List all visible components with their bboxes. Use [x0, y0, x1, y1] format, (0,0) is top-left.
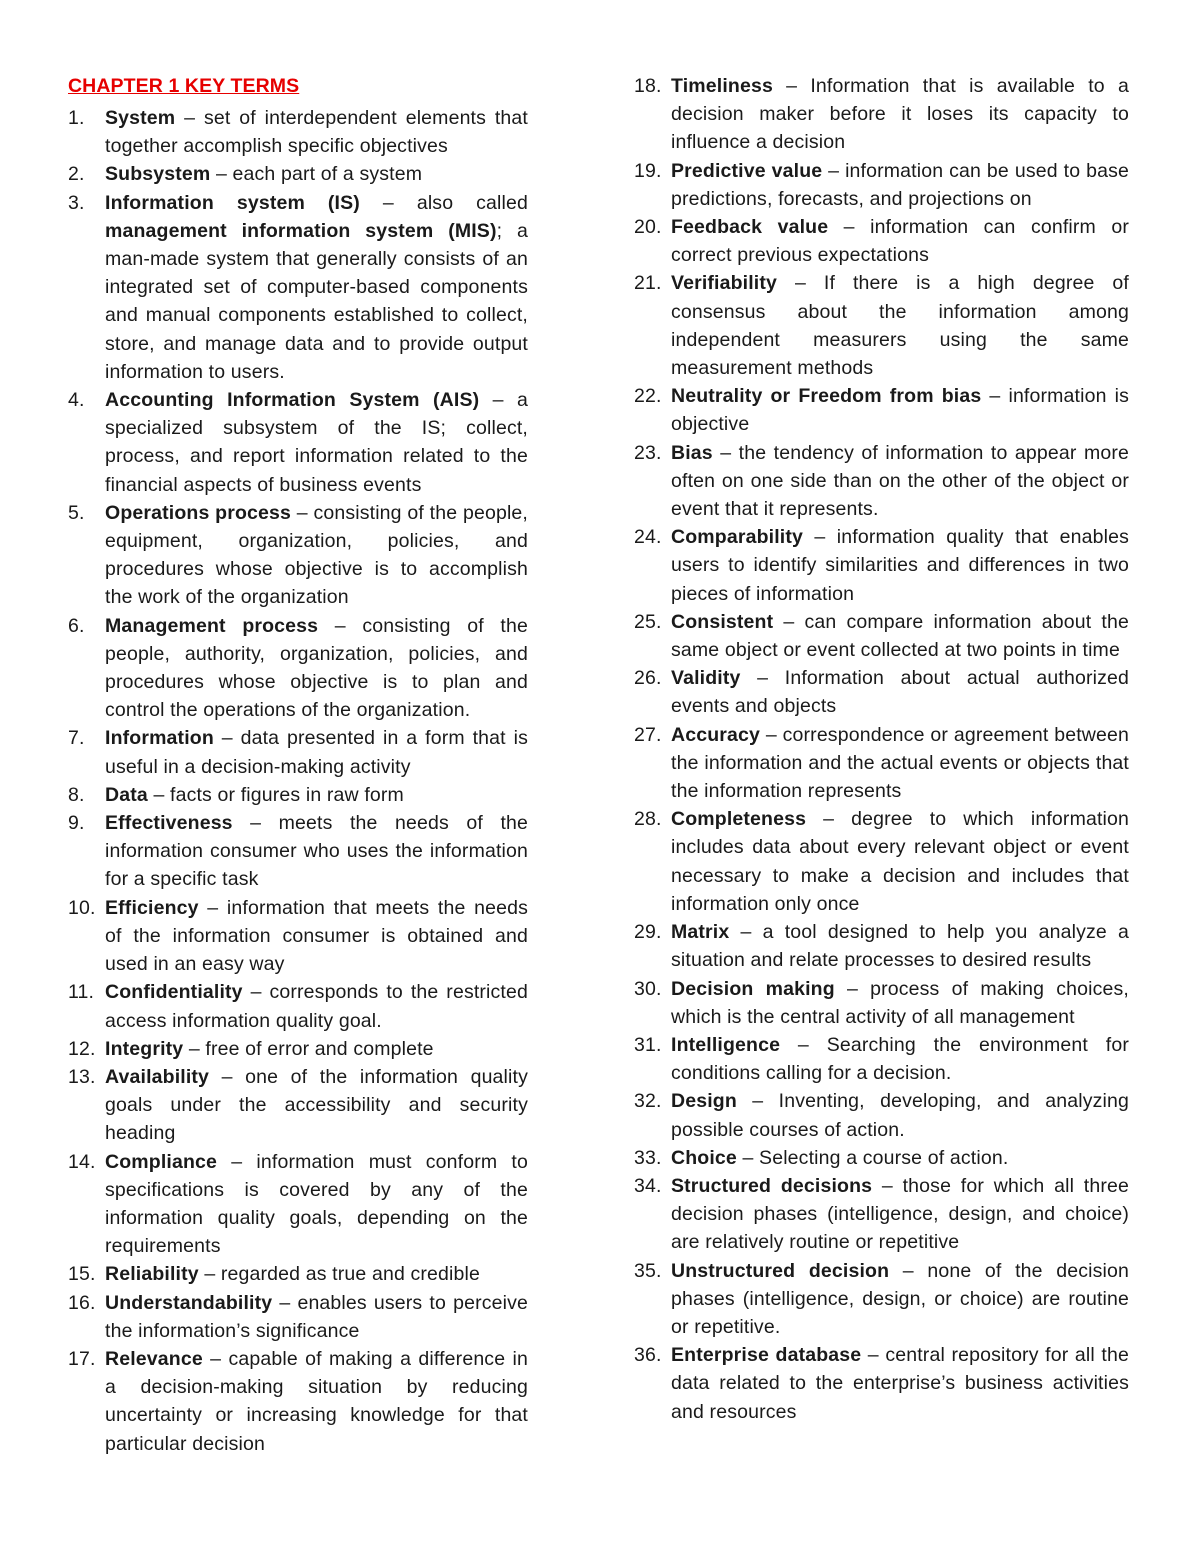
key-term-item — [68, 1260, 528, 1288]
term-name: management information system (MIS) — [105, 219, 497, 242]
key-term-item — [68, 189, 528, 386]
term-definition: – corresponds to the restricted access information quality goal. — [105, 981, 528, 1032]
item-number: 3. — [68, 191, 85, 214]
term-definition: – free of error and complete — [183, 1037, 434, 1060]
key-term-item — [68, 160, 528, 188]
key-term-item — [68, 499, 528, 612]
term-name: Data — [105, 783, 148, 806]
item-number: 13. — [68, 1065, 96, 1088]
term-name: Consistent — [671, 610, 774, 633]
term-definition: – also called — [359, 191, 528, 214]
term-name: Bias — [671, 441, 713, 464]
term-definition: – central repository for all the data related to the enterprise’s business activities and resources — [671, 1344, 1129, 1423]
item-number: 31. — [634, 1033, 662, 1056]
key-term-item — [634, 269, 1129, 382]
term-definition: – information can be used to base predictions, forecasts, and projections on — [671, 159, 1129, 210]
key-term-item — [634, 1144, 1129, 1172]
term-name: Management process — [105, 614, 319, 637]
item-number: 15. — [68, 1263, 96, 1286]
item-number: 10. — [68, 896, 96, 919]
key-term-item — [634, 1031, 1129, 1087]
term-definition: – set of interdependent elements that together accomplish specific objectives — [105, 107, 528, 158]
item-number: 14. — [68, 1150, 96, 1173]
term-name: Verifiability — [671, 272, 777, 295]
term-definition: – a tool designed to help you analyze a situation and relate processes to desired results — [671, 921, 1129, 972]
item-number: 30. — [634, 977, 662, 1000]
key-term-item — [68, 781, 528, 809]
item-number: 29. — [634, 921, 662, 944]
term-definition: – the tendency of information to appear more often on one side than on the other of the object or event that it represents. — [671, 441, 1129, 521]
term-name: Unstructured decision — [671, 1259, 890, 1282]
term-name: Comparability — [671, 526, 803, 549]
term-definition: – a specialized subsystem of the IS; collect, process, and report information related to the financial aspects of business events — [105, 389, 528, 496]
term-name: Confidentiality — [105, 981, 243, 1004]
term-definition: – none of the decision phases (intelligence, design, or choice) are routine or repetitive. — [671, 1259, 1129, 1338]
key-term-item — [68, 894, 528, 979]
key-term-item — [68, 1345, 528, 1458]
item-number: 4. — [68, 389, 85, 412]
key-term-item — [634, 157, 1129, 213]
key-term-item — [634, 213, 1129, 269]
term-name: Feedback value — [671, 216, 829, 239]
item-number: 32. — [634, 1090, 662, 1113]
term-definition: – Selecting a course of action. — [736, 1146, 1009, 1169]
term-name: Reliability — [105, 1263, 199, 1286]
term-definition: – Searching the environment for conditions calling for a decision. — [671, 1033, 1129, 1085]
term-definition: – Information about actual authorized events and objects — [671, 667, 1129, 718]
item-number: 34. — [634, 1174, 662, 1197]
term-definition: – regarded as true and credible — [198, 1263, 480, 1286]
key-term-item — [634, 721, 1129, 806]
key-term-item — [634, 72, 1129, 157]
term-name: Completeness — [671, 808, 807, 831]
term-name: Matrix — [671, 921, 730, 944]
term-name: Information system (IS) — [105, 191, 360, 214]
key-term-item — [634, 918, 1129, 974]
term-definition: – Information that is available to a decision maker before it loses its capacity to influence a decision — [671, 75, 1129, 154]
term-name: Decision making — [671, 977, 835, 1000]
term-definition: – meets the needs of the information consumer who uses the information for a specific task — [105, 812, 528, 891]
key-term-item — [68, 386, 528, 499]
item-number: 18. — [634, 75, 662, 97]
term-definition: – information must conform to specifications is covered by any of the information quality goals, depending on the requirements — [105, 1150, 528, 1258]
item-number: 36. — [634, 1344, 662, 1367]
term-name: Accuracy — [671, 723, 761, 746]
key-term-item — [68, 809, 528, 894]
item-number: 35. — [634, 1259, 662, 1282]
item-number: 17. — [68, 1347, 96, 1370]
term-name: Intelligence — [671, 1033, 781, 1056]
key-term-item — [68, 724, 528, 780]
term-name: Neutrality or Freedom from bias — [671, 385, 982, 408]
term-definition: – information can confirm or correct previous expectations — [671, 216, 1130, 267]
key-term-item — [634, 1341, 1129, 1426]
item-number: 16. — [68, 1291, 96, 1314]
item-number: 21. — [634, 272, 662, 295]
item-number: 20. — [634, 216, 662, 239]
term-name: Understandability — [105, 1291, 273, 1314]
key-term-item — [68, 612, 528, 725]
key-term-item — [634, 664, 1129, 720]
term-name: Subsystem — [105, 163, 211, 186]
key-term-item — [68, 978, 528, 1034]
term-definition: – consisting of the people, authority, organization, policies, and procedures whose objective is to plan and control the operations of the organization. — [105, 614, 528, 722]
item-number: 28. — [634, 808, 662, 831]
item-number: 23. — [634, 441, 662, 464]
term-definition: ; a man-made system that generally consists of an integrated set of computer-based components and manual components established to collect, store, and manage data and to provide output information to users. — [105, 219, 528, 383]
key-term-item — [634, 608, 1129, 664]
term-definition: – facts or figures in raw form — [147, 783, 404, 806]
term-definition: – correspondence or agreement between the information and the actual events or objects that the information represents — [671, 723, 1129, 803]
term-name: Predictive value — [671, 159, 823, 182]
key-term-item — [634, 975, 1129, 1031]
term-name: Compliance — [105, 1150, 218, 1173]
term-name: Structured decisions — [671, 1174, 873, 1197]
key-term-item — [634, 523, 1129, 608]
term-definition: – Inventing, developing, and analyzing possible courses of action. — [671, 1090, 1129, 1141]
key-terms-list-right — [634, 72, 1129, 1426]
term-name: Information — [105, 727, 214, 750]
term-name: Accounting Information System (AIS) — [105, 389, 480, 412]
term-definition: – information that meets the needs of the information consumer is obtained and used in an easy way — [105, 896, 528, 976]
key-terms-list-left — [68, 104, 528, 1458]
term-name: Enterprise database — [671, 1344, 862, 1367]
item-number: 6. — [68, 614, 85, 637]
term-name: Choice — [671, 1146, 737, 1169]
item-number: 27. — [634, 723, 662, 746]
left-column — [68, 72, 528, 1458]
key-term-item — [68, 1035, 528, 1063]
term-definition: – capable of making a difference in a decision-making situation by reducing uncertainty or increasing knowledge for that particular decision — [105, 1347, 528, 1455]
term-definition: – If there is a high degree of consensus about the information among independent measurers using the same measurement methods — [671, 272, 1129, 380]
key-term-item — [634, 382, 1129, 438]
item-number: 5. — [68, 501, 85, 524]
item-number: 9. — [68, 812, 85, 835]
term-name: Operations process — [105, 501, 292, 524]
key-term-item — [68, 1063, 528, 1148]
term-definition: – each part of a system — [210, 163, 423, 186]
key-term-item — [68, 1289, 528, 1345]
key-term-item — [634, 1257, 1129, 1342]
term-name: Integrity — [105, 1037, 184, 1060]
term-definition: – one of the information quality goals under the accessibility and security heading — [105, 1065, 528, 1145]
item-number: 26. — [634, 667, 662, 690]
term-name: System — [105, 107, 176, 129]
term-name: Timeliness — [671, 75, 773, 97]
item-number: 2. — [68, 163, 85, 186]
item-number: 1. — [68, 107, 85, 129]
key-term-item — [68, 104, 528, 160]
term-name: Efficiency — [105, 896, 199, 919]
item-number: 24. — [634, 526, 662, 549]
term-definition: – information quality that enables users to identify similarities and differences in two pieces of information — [671, 526, 1129, 605]
key-term-item — [634, 439, 1129, 524]
right-column — [634, 72, 1129, 1426]
term-definition: – enables users to perceive the information’s significance — [105, 1291, 528, 1342]
chapter-title: CHAPTER 1 KEY TERMS — [68, 75, 300, 97]
term-definition: – can compare information about the same object or event collected at two points in time — [671, 610, 1129, 662]
term-definition: – those for which all three decision phases (intelligence, design, and choice) are relatively routine or repetitive — [671, 1174, 1129, 1254]
key-term-item — [68, 1148, 528, 1261]
key-term-item — [634, 1172, 1129, 1257]
term-definition: – process of making choices, which is the central activity of all management — [671, 977, 1129, 1028]
item-number: 8. — [68, 783, 85, 806]
key-term-item — [634, 805, 1129, 918]
term-name: Validity — [671, 667, 741, 690]
item-number: 33. — [634, 1146, 662, 1169]
term-name: Availability — [105, 1065, 210, 1088]
item-number: 19. — [634, 159, 662, 182]
term-definition: – consisting of the people, equipment, organization, policies, and procedures whose objective is to accomplish the work of the organization — [105, 501, 528, 609]
term-name: Design — [671, 1090, 737, 1113]
term-definition: – data presented in a form that is useful in a decision-making activity — [105, 727, 528, 778]
item-number: 22. — [634, 385, 662, 408]
term-definition: – degree to which information includes data about every relevant object or event necessary to make a decision and includes that information only once — [671, 808, 1129, 915]
item-number: 11. — [68, 981, 95, 1004]
term-name: Effectiveness — [105, 812, 233, 835]
item-number: 25. — [634, 610, 662, 633]
term-name: Relevance — [105, 1347, 203, 1370]
item-number: 7. — [68, 727, 85, 750]
item-number: 12. — [68, 1037, 96, 1060]
term-definition: – information is objective — [671, 385, 1129, 436]
key-term-item — [634, 1087, 1129, 1143]
